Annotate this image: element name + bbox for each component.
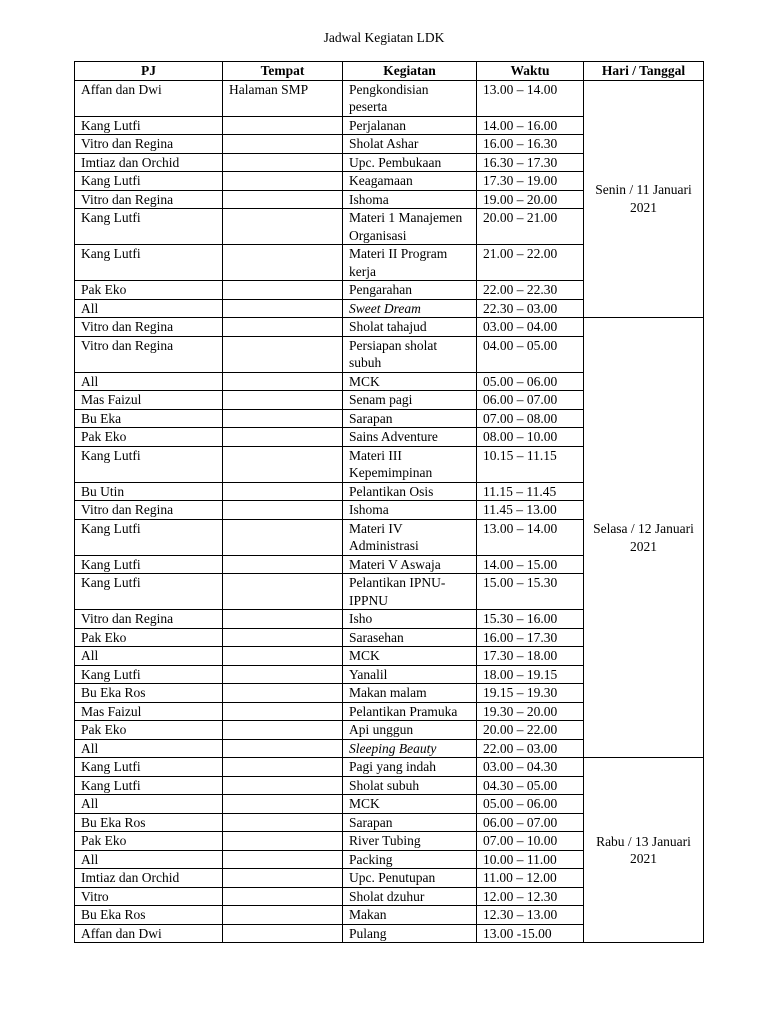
pj-cell: Bu Eka Ros: [75, 813, 223, 832]
tempat-cell: [223, 153, 343, 172]
waktu-cell: 06.00 – 07.00: [477, 391, 584, 410]
kegiatan-cell: MCK: [343, 647, 477, 666]
pj-cell: Bu Utin: [75, 482, 223, 501]
kegiatan-cell: Sarasehan: [343, 628, 477, 647]
waktu-cell: 10.00 – 11.00: [477, 850, 584, 869]
pj-cell: Bu Eka: [75, 409, 223, 428]
pj-cell: Pak Eko: [75, 628, 223, 647]
day-date-cell: Selasa / 12 Januari 2021: [584, 318, 704, 758]
tempat-cell: [223, 924, 343, 943]
kegiatan-cell: MCK: [343, 372, 477, 391]
kegiatan-cell: MCK: [343, 795, 477, 814]
header-kegiatan: Kegiatan: [343, 62, 477, 81]
tempat-cell: [223, 336, 343, 372]
waktu-cell: 15.00 – 15.30: [477, 574, 584, 610]
kegiatan-cell: Sholat tahajud: [343, 318, 477, 337]
kegiatan-cell: Isho: [343, 610, 477, 629]
waktu-cell: 22.30 – 03.00: [477, 299, 584, 318]
tempat-cell: [223, 409, 343, 428]
kegiatan-cell: Pelantikan Pramuka: [343, 702, 477, 721]
tempat-cell: [223, 795, 343, 814]
tempat-cell: [223, 776, 343, 795]
pj-cell: Vitro dan Regina: [75, 318, 223, 337]
waktu-cell: 06.00 – 07.00: [477, 813, 584, 832]
pj-cell: Kang Lutfi: [75, 245, 223, 281]
pj-cell: Kang Lutfi: [75, 446, 223, 482]
kegiatan-cell: Pulang: [343, 924, 477, 943]
pj-cell: Kang Lutfi: [75, 172, 223, 191]
kegiatan-cell: Materi V Aswaja: [343, 555, 477, 574]
kegiatan-cell: Packing: [343, 850, 477, 869]
tempat-cell: Halaman SMP: [223, 80, 343, 116]
tempat-cell: [223, 281, 343, 300]
pj-cell: Mas Faizul: [75, 702, 223, 721]
tempat-cell: [223, 172, 343, 191]
kegiatan-cell: Sarapan: [343, 813, 477, 832]
waktu-cell: 21.00 – 22.00: [477, 245, 584, 281]
kegiatan-cell: Api unggun: [343, 721, 477, 740]
schedule-table: [74, 61, 704, 943]
tempat-cell: [223, 391, 343, 410]
pj-cell: Vitro dan Regina: [75, 336, 223, 372]
pj-cell: Pak Eko: [75, 428, 223, 447]
tempat-cell: [223, 135, 343, 154]
kegiatan-cell: Sholat subuh: [343, 776, 477, 795]
waktu-cell: 17.30 – 19.00: [477, 172, 584, 191]
table-header-row: [75, 62, 704, 81]
kegiatan-cell: Makan malam: [343, 684, 477, 703]
waktu-cell: 14.00 – 16.00: [477, 116, 584, 135]
tempat-cell: [223, 446, 343, 482]
kegiatan-cell: Materi III Kepemimpinan: [343, 446, 477, 482]
pj-cell: Kang Lutfi: [75, 665, 223, 684]
pj-cell: Affan dan Dwi: [75, 924, 223, 943]
pj-cell: Vitro dan Regina: [75, 501, 223, 520]
table-row: [75, 758, 704, 777]
waktu-cell: 18.00 – 19.15: [477, 665, 584, 684]
kegiatan-cell: Pelantikan Osis: [343, 482, 477, 501]
kegiatan-cell: Materi IV Administrasi: [343, 519, 477, 555]
kegiatan-cell: Upc. Penutupan: [343, 869, 477, 888]
waktu-cell: 11.15 – 11.45: [477, 482, 584, 501]
kegiatan-cell: Sholat Ashar: [343, 135, 477, 154]
kegiatan-cell: Sholat dzuhur: [343, 887, 477, 906]
pj-cell: All: [75, 299, 223, 318]
kegiatan-cell: Sains Adventure: [343, 428, 477, 447]
waktu-cell: 17.30 – 18.00: [477, 647, 584, 666]
kegiatan-cell: Yanalil: [343, 665, 477, 684]
pj-cell: Affan dan Dwi: [75, 80, 223, 116]
waktu-cell: 22.00 – 03.00: [477, 739, 584, 758]
table-row: [75, 80, 704, 116]
kegiatan-cell: Sweet Dream: [343, 299, 477, 318]
waktu-cell: 19.00 – 20.00: [477, 190, 584, 209]
waktu-cell: 03.00 – 04.00: [477, 318, 584, 337]
waktu-cell: 03.00 – 04.30: [477, 758, 584, 777]
waktu-cell: 11.00 – 12.00: [477, 869, 584, 888]
waktu-cell: 05.00 – 06.00: [477, 795, 584, 814]
pj-cell: All: [75, 795, 223, 814]
kegiatan-cell: Sarapan: [343, 409, 477, 428]
pj-cell: All: [75, 372, 223, 391]
kegiatan-cell: Sleeping Beauty: [343, 739, 477, 758]
tempat-cell: [223, 906, 343, 925]
tempat-cell: [223, 482, 343, 501]
header-hari-tanggal: Hari / Tanggal: [584, 62, 704, 81]
pj-cell: All: [75, 850, 223, 869]
kegiatan-cell: Ishoma: [343, 190, 477, 209]
pj-cell: Kang Lutfi: [75, 758, 223, 777]
kegiatan-cell: Ishoma: [343, 501, 477, 520]
kegiatan-cell: River Tubing: [343, 832, 477, 851]
waktu-cell: 22.00 – 22.30: [477, 281, 584, 300]
waktu-cell: 04.30 – 05.00: [477, 776, 584, 795]
kegiatan-cell: Makan: [343, 906, 477, 925]
tempat-cell: [223, 318, 343, 337]
kegiatan-cell: Keagamaan: [343, 172, 477, 191]
pj-cell: Kang Lutfi: [75, 776, 223, 795]
pj-cell: Pak Eko: [75, 721, 223, 740]
pj-cell: Vitro dan Regina: [75, 190, 223, 209]
pj-cell: Kang Lutfi: [75, 519, 223, 555]
pj-cell: All: [75, 739, 223, 758]
table-row: [75, 318, 704, 337]
pj-cell: Vitro dan Regina: [75, 610, 223, 629]
tempat-cell: [223, 813, 343, 832]
waktu-cell: 16.00 – 16.30: [477, 135, 584, 154]
tempat-cell: [223, 555, 343, 574]
tempat-cell: [223, 702, 343, 721]
tempat-cell: [223, 574, 343, 610]
pj-cell: Bu Eka Ros: [75, 684, 223, 703]
kegiatan-cell: Perjalanan: [343, 116, 477, 135]
tempat-cell: [223, 209, 343, 245]
kegiatan-cell: Pagi yang indah: [343, 758, 477, 777]
tempat-cell: [223, 887, 343, 906]
pj-cell: All: [75, 647, 223, 666]
header-tempat: Tempat: [223, 62, 343, 81]
tempat-cell: [223, 299, 343, 318]
kegiatan-cell: Pelantikan IPNU-IPPNU: [343, 574, 477, 610]
pj-cell: Kang Lutfi: [75, 209, 223, 245]
kegiatan-cell: Upc. Pembukaan: [343, 153, 477, 172]
schedule-body: [75, 80, 704, 943]
pj-cell: Imtiaz dan Orchid: [75, 153, 223, 172]
waktu-cell: 08.00 – 10.00: [477, 428, 584, 447]
pj-cell: Vitro: [75, 887, 223, 906]
tempat-cell: [223, 721, 343, 740]
pj-cell: Pak Eko: [75, 281, 223, 300]
tempat-cell: [223, 372, 343, 391]
kegiatan-cell: Materi 1 Manajemen Organisasi: [343, 209, 477, 245]
day-date-cell: Rabu / 13 Januari 2021: [584, 758, 704, 943]
header-pj: PJ: [75, 62, 223, 81]
waktu-cell: 13.00 – 14.00: [477, 80, 584, 116]
tempat-cell: [223, 739, 343, 758]
waktu-cell: 16.00 – 17.30: [477, 628, 584, 647]
tempat-cell: [223, 116, 343, 135]
pj-cell: Kang Lutfi: [75, 116, 223, 135]
tempat-cell: [223, 610, 343, 629]
waktu-cell: 12.00 – 12.30: [477, 887, 584, 906]
pj-cell: Mas Faizul: [75, 391, 223, 410]
waktu-cell: 07.00 – 10.00: [477, 832, 584, 851]
waktu-cell: 20.00 – 22.00: [477, 721, 584, 740]
waktu-cell: 13.00 – 14.00: [477, 519, 584, 555]
day-date-cell: Senin / 11 Januari 2021: [584, 80, 704, 318]
waktu-cell: 19.30 – 20.00: [477, 702, 584, 721]
waktu-cell: 05.00 – 06.00: [477, 372, 584, 391]
waktu-cell: 04.00 – 05.00: [477, 336, 584, 372]
waktu-cell: 07.00 – 08.00: [477, 409, 584, 428]
tempat-cell: [223, 665, 343, 684]
waktu-cell: 14.00 – 15.00: [477, 555, 584, 574]
waktu-cell: 13.00 -15.00: [477, 924, 584, 943]
tempat-cell: [223, 245, 343, 281]
waktu-cell: 20.00 – 21.00: [477, 209, 584, 245]
kegiatan-cell: Pengarahan: [343, 281, 477, 300]
waktu-cell: 12.30 – 13.00: [477, 906, 584, 925]
tempat-cell: [223, 428, 343, 447]
pj-cell: Vitro dan Regina: [75, 135, 223, 154]
tempat-cell: [223, 628, 343, 647]
document-title: Jadwal Kegiatan LDK: [323, 30, 445, 45]
kegiatan-cell: Pengkondisian peserta: [343, 80, 477, 116]
tempat-cell: [223, 684, 343, 703]
tempat-cell: [223, 758, 343, 777]
tempat-cell: [223, 647, 343, 666]
pj-cell: Pak Eko: [75, 832, 223, 851]
pj-cell: Kang Lutfi: [75, 555, 223, 574]
kegiatan-cell: Persiapan sholat subuh: [343, 336, 477, 372]
waktu-cell: 10.15 – 11.15: [477, 446, 584, 482]
kegiatan-cell: Materi II Program kerja: [343, 245, 477, 281]
waktu-cell: 16.30 – 17.30: [477, 153, 584, 172]
tempat-cell: [223, 869, 343, 888]
tempat-cell: [223, 519, 343, 555]
waktu-cell: 19.15 – 19.30: [477, 684, 584, 703]
kegiatan-cell: Senam pagi: [343, 391, 477, 410]
tempat-cell: [223, 501, 343, 520]
tempat-cell: [223, 832, 343, 851]
waktu-cell: 15.30 – 16.00: [477, 610, 584, 629]
tempat-cell: [223, 190, 343, 209]
tempat-cell: [223, 850, 343, 869]
waktu-cell: 11.45 – 13.00: [477, 501, 584, 520]
pj-cell: Imtiaz dan Orchid: [75, 869, 223, 888]
pj-cell: Kang Lutfi: [75, 574, 223, 610]
pj-cell: Bu Eka Ros: [75, 906, 223, 925]
header-waktu: Waktu: [477, 62, 584, 81]
